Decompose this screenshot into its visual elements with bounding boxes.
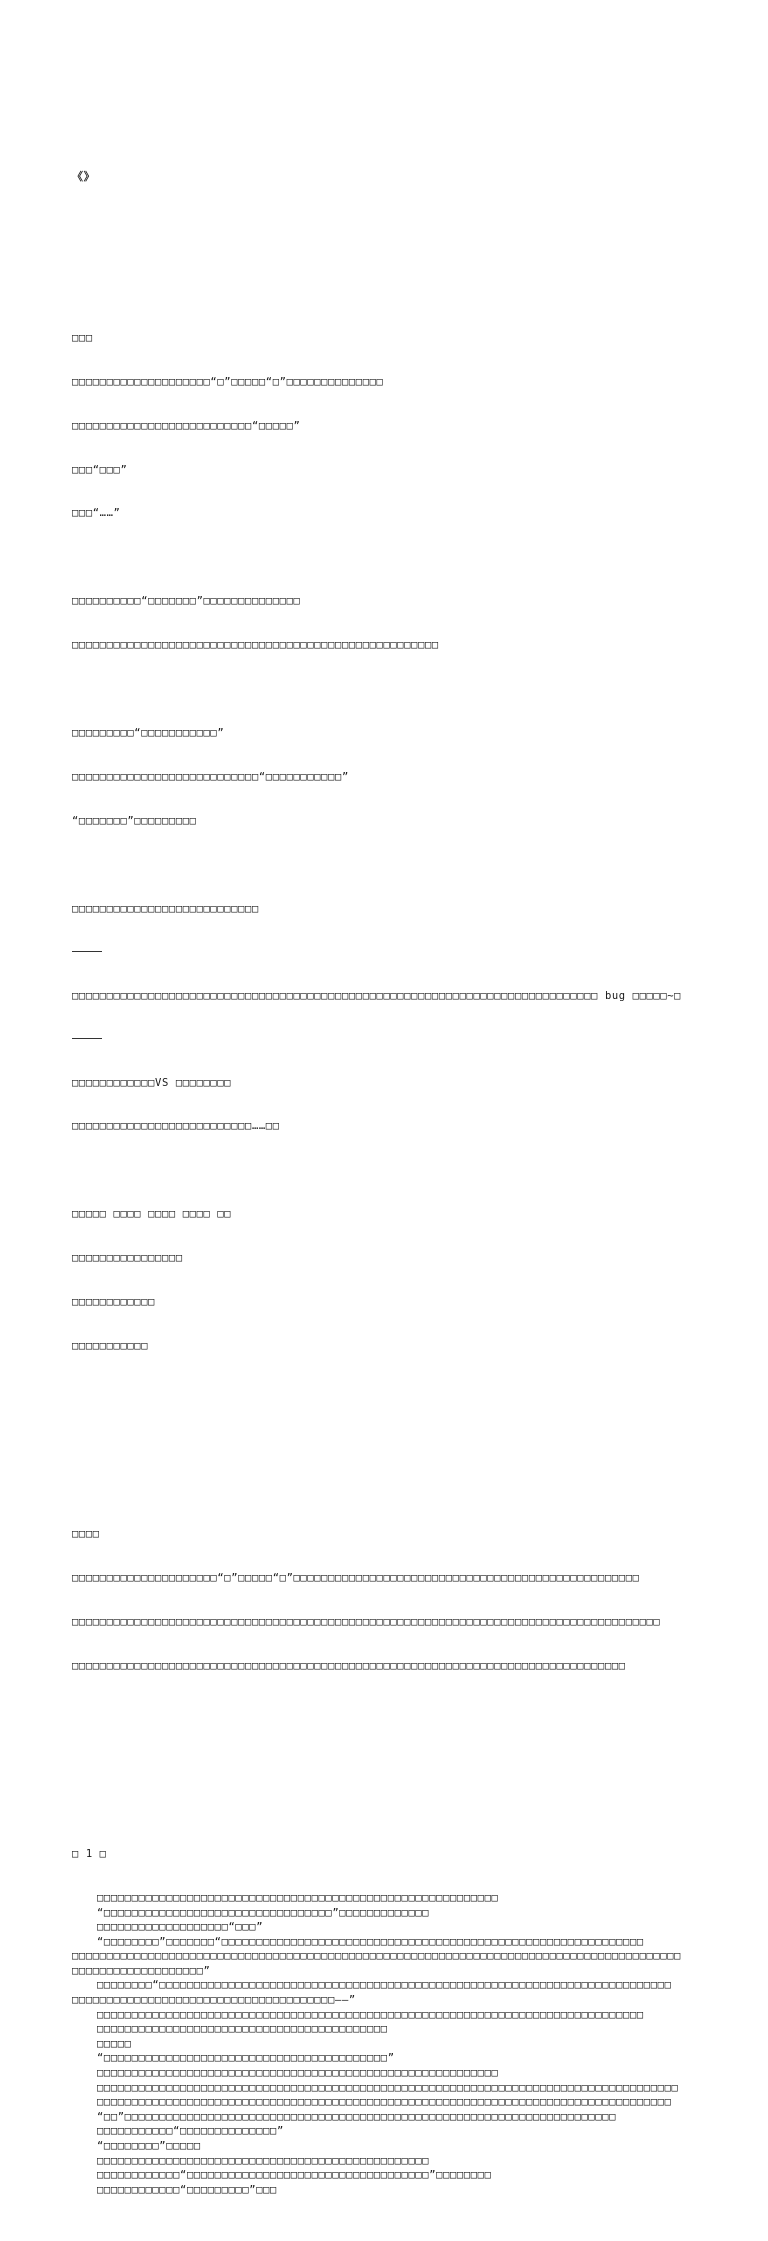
paragraph-line: □□□□□□□□□□□□□□□□□□□□□□□□□□□□□□□□□□□□□□□□□□□□□□□□□□□□□□□□□□ (97, 1891, 499, 1904)
paragraph-line: □□□□□□□□□□□□□□□□□□□“□□□” (97, 1921, 264, 1934)
paragraph-line: “□□”□□□□□□□□□□□□□□□□□□□□□□□□□□□□□□□□□□□□□□□□□□□□□□□□□□□□□□□□□□□□□□□□□□□□□□□ (97, 2110, 617, 2123)
paragraph-line: □□□□□□□□□□□□□□□□□□□□□□□□□□□□□□□□□□□□□□——” (72, 1994, 356, 2007)
text-line: □□□□□□□□□□□□□□□□□□□□□□□□□□□□□□□□□□□□□□□□□□□□□□□□□□□□□□□□□□□□□□□□□□□□□□□□□□□□□□□□ (72, 1659, 626, 1672)
paragraph-line: □□□□□□□□□□□□“□□□□□□□□□”□□□ (97, 2183, 277, 2196)
chapter-heading: □ 1 □ (72, 1848, 107, 1861)
front-matter (72, 302, 700, 1382)
text-line: □□□□□□□□□□□ (72, 1339, 149, 1352)
text-line: “□□□□□□□”□□□□□□□□□ (72, 814, 197, 827)
paragraph-line: □□□□□□□□□□□□□□□□□□□□□□□□□□□□□□□□□□□□□□□□□□□□□□□□□□□□□□□□□□□□□□□□□□□□□□□□□□□□□□□□□□□□□□□□ (72, 1950, 682, 1963)
paragraph-line: □□□□□□□□□□□□□□□□□□□□□□□□□□□□□□□□□□□□□□□□□□□□□□□□□□□□□□□□□□ (97, 2067, 499, 2080)
text-line: □□□□□□□□□□□□□□□□□□□□□□□□□□□□□□□□□□□□□□□□□□□□□□□□□□□□□ (72, 639, 439, 652)
text-line: □□□□□□□□□□□□□□□□□□□□□□□□□□……□□ (72, 1120, 280, 1133)
chapter-body (72, 1891, 700, 2197)
paragraph-line: □□□□□□□□□□□□□□□□□□□□□□□□□□□□□□□□□□□□□□□□□□□□□□□□□□□□□□□□□□□□□□□□□□□□□□□□□□□□□□□□□□□ (97, 2096, 672, 2109)
divider (72, 951, 102, 952)
text-line: □□□□□□□□□“□□□□□□□□□□□” (72, 727, 225, 740)
section-heading: □□□ (72, 332, 93, 345)
text-line: □□□□□□□□□□□□□□□□ (72, 1252, 183, 1265)
paragraph-line: □□□□□□□□□□□□□□□□□□□” (72, 1964, 211, 1977)
text-line: □□□□□□□□□□□□VS □□□□□□□□ (72, 1076, 232, 1089)
paragraph-line: “□□□□□□□□”□□□□□□□“□□□□□□□□□□□□□□□□□□□□□□□□□□□□□□□□□□□□□□□□□□□□□□□□□□□□□□□□□□□□□ (97, 1935, 644, 1948)
synopsis (72, 1498, 700, 1702)
text-line: □□□“□□□” (72, 463, 128, 476)
paragraph-line: “□□□□□□□□□□□□□□□□□□□□□□□□□□□□□□□□□□□□□□□□□” (97, 2052, 395, 2065)
paragraph-line: □□□□□□□□□□□□□□□□□□□□□□□□□□□□□□□□□□□□□□□□□□□□□□□□ (97, 2154, 430, 2167)
paragraph-line: □□□□□□□□“□□□□□□□□□□□□□□□□□□□□□□□□□□□□□□□□□□□□□□□□□□□□□□□□□□□□□□□□□□□□□□□□□□□□□□□□□□ (97, 1979, 672, 1992)
paragraph-line: “□□□□□□□□□□□□□□□□□□□□□□□□□□□□□□□□□”□□□□□□□□□□□□□ (97, 1906, 430, 1919)
book-title-mark: 《》 (72, 170, 96, 184)
text-line: □□□“……” (72, 507, 121, 520)
section-heading: □□□□ (72, 1528, 100, 1541)
text-line: □□□□□□□□□□□□ (72, 1295, 156, 1308)
text-line: □□□□□□□□□□□□□□□□□□□□□□□□□□□ (72, 902, 259, 915)
divider (72, 1038, 102, 1039)
text-line: □□□□□□□□□□“□□□□□□□”□□□□□□□□□□□□□□ (72, 595, 301, 608)
paragraph-line: □□□□□□□□□□□□□□□□□□□□□□□□□□□□□□□□□□□□□□□□□□□□□□□□□□□□□□□□□□□□□□□□□□□□□□□□□□□□□□□□□□□□ (97, 2081, 679, 2094)
paragraph-line: □□□□□□□□□□□“□□□□□□□□□□□□□□” (97, 2125, 284, 2138)
text-line: □□□□□□□□□□□□□□□□□□□□□□□□□□□□□□□□□□□□□□□□□□□□□□□□□□□□□□□□□□□□□□□□□□□□□□□□□□□□ bug □□□□□~□ (72, 989, 682, 1002)
document-page (72, 112, 700, 2241)
paragraph-line: □□□□□□□□□□□□“□□□□□□□□□□□□□□□□□□□□□□□□□□□□□□□□□□□”□□□□□□□□ (97, 2169, 492, 2182)
text-line: □□□□□□□□□□□□□□□□□□□□“□”□□□□□“□”□□□□□□□□□□□□□□ (72, 376, 384, 389)
text-line: □□□□□□□□□□□□□□□□□□□□□□□□□□“□□□□□” (72, 419, 301, 432)
paragraph-line: “□□□□□□□□”□□□□□ (97, 2140, 201, 2152)
chapter-1 (72, 1818, 700, 2227)
text-line: □□□□□ □□□□ □□□□ □□□□ □□ (72, 1208, 232, 1221)
text-line: □□□□□□□□□□□□□□□□□□□□□□□□□□□“□□□□□□□□□□□” (72, 770, 349, 783)
text-line: □□□□□□□□□□□□□□□□□□□□□□□□□□□□□□□□□□□□□□□□□□□□□□□□□□□□□□□□□□□□□□□□□□□□□□□□□□□□□□□□□□□□□ (72, 1615, 661, 1628)
text-line: □□□□□□□□□□□□□□□□□□□□□“□”□□□□□“□”□□□□□□□□□□□□□□□□□□□□□□□□□□□□□□□□□□□□□□□□□□□□□□□□□□ (72, 1572, 640, 1585)
paragraph-line: □□□□□□□□□□□□□□□□□□□□□□□□□□□□□□□□□□□□□□□□□□□□□□□□□□□□□□□□□□□□□□□□□□□□□□□□□□□□□□□ (97, 2008, 644, 2021)
paragraph-line: □□□□□□□□□□□□□□□□□□□□□□□□□□□□□□□□□□□□□□□□□□ (97, 2023, 388, 2036)
paragraph-line: □□□□□ (97, 2037, 132, 2050)
